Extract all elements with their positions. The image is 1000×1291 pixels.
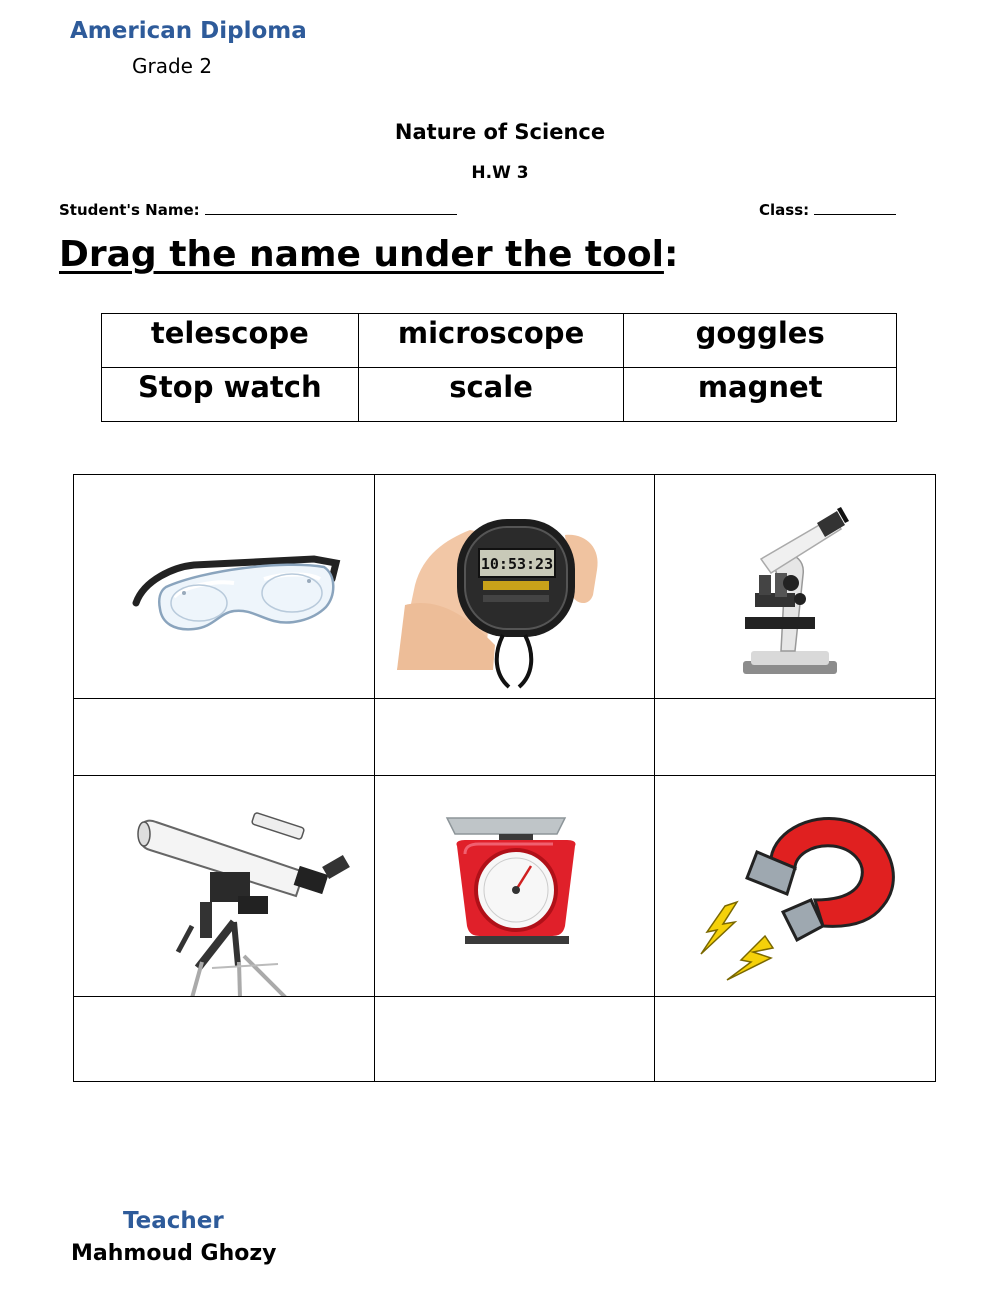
homework-number: H.W 3 (471, 163, 529, 183)
tool-cell-telescope (74, 776, 375, 997)
magnet-icon (655, 776, 935, 996)
grade-label: Grade 2 (132, 54, 213, 78)
word-magnet[interactable]: magnet (624, 368, 897, 422)
stopwatch-icon (375, 475, 654, 698)
teacher-name: Mahmoud Ghozy (71, 1241, 277, 1266)
tools-grid (73, 474, 936, 1082)
tool-cell-scale (375, 776, 655, 997)
word-microscope[interactable]: microscope (358, 314, 624, 368)
scale-icon (375, 776, 654, 996)
word-stop-watch[interactable]: Stop watch (102, 368, 359, 422)
subject-title: Nature of Science (394, 120, 606, 144)
organization-name: American Diploma (70, 18, 307, 44)
class-field (759, 201, 896, 219)
word-scale[interactable]: scale (358, 368, 624, 422)
drop-zone-5[interactable] (375, 997, 655, 1082)
instruction-text: Drag the name under the tool (59, 234, 664, 275)
drop-zone-1[interactable] (74, 699, 375, 776)
word-bank (101, 313, 897, 422)
word-telescope[interactable]: telescope (102, 314, 359, 368)
student-name-field (59, 201, 457, 219)
word-goggles[interactable]: goggles (624, 314, 897, 368)
goggles-icon (74, 475, 374, 698)
instruction-colon: : (663, 234, 679, 275)
class-label: Class: (759, 201, 810, 219)
tool-cell-magnet (655, 776, 936, 997)
teacher-label: Teacher (123, 1208, 224, 1234)
drop-zone-6[interactable] (655, 997, 936, 1082)
microscope-icon (655, 475, 935, 698)
tool-cell-microscope (655, 475, 936, 699)
drop-zone-2[interactable] (375, 699, 655, 776)
drop-zone-4[interactable] (74, 997, 375, 1082)
class-blank[interactable] (814, 202, 896, 215)
instruction-heading (59, 234, 678, 275)
student-name-label: Student's Name: (59, 201, 200, 219)
tool-cell-goggles (74, 475, 375, 699)
stopwatch-display: 10:53:23 (480, 555, 554, 573)
drop-zone-3[interactable] (655, 699, 936, 776)
telescope-icon (74, 776, 374, 996)
student-name-blank[interactable] (205, 202, 457, 215)
tool-cell-stopwatch (375, 475, 655, 699)
